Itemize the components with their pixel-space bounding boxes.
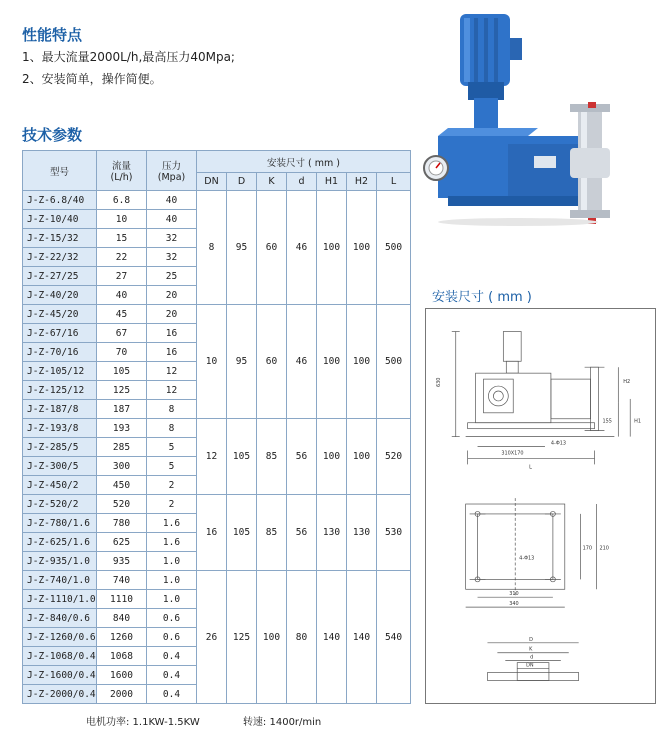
cell-pressure: 0.4 <box>147 647 197 666</box>
cell-dim-k: 60 <box>257 191 287 305</box>
cell-dim-k: 60 <box>257 305 287 419</box>
cell-model: J-Z-40/20 <box>23 286 97 305</box>
cell-pressure: 12 <box>147 381 197 400</box>
cell-pressure: 1.0 <box>147 571 197 590</box>
cell-flow: 22 <box>97 248 147 267</box>
label-holes-side: 4-Φ13 <box>550 440 567 447</box>
label-310: 310 <box>509 591 519 598</box>
cell-pressure: 0.4 <box>147 666 197 685</box>
cell-dim-d: 46 <box>287 191 317 305</box>
col-header-flow <box>97 151 147 191</box>
cell-model: J-Z-625/1.6 <box>23 533 97 552</box>
cell-dim-dn: 10 <box>197 305 227 419</box>
cell-flow: 70 <box>97 343 147 362</box>
cell-pressure: 0.4 <box>147 685 197 704</box>
cell-pressure: 20 <box>147 305 197 324</box>
cell-model: J-Z-300/5 <box>23 457 97 476</box>
cell-model: J-Z-935/1.0 <box>23 552 97 571</box>
cell-dim-h2: 100 <box>347 305 377 419</box>
col-header-dims: 安装尺寸 ( mm ) <box>197 151 411 173</box>
cell-flow: 1260 <box>97 628 147 647</box>
cell-dim-l: 530 <box>377 495 411 571</box>
cell-model: J-Z-45/20 <box>23 305 97 324</box>
cell-flow: 10 <box>97 210 147 229</box>
cell-dim-d: 125 <box>227 571 257 704</box>
cell-flow: 1068 <box>97 647 147 666</box>
table-row <box>23 571 411 590</box>
cell-pressure: 2 <box>147 495 197 514</box>
cell-model: J-Z-1068/0.4 <box>23 647 97 666</box>
flow-label: 流量 <box>111 161 131 172</box>
cell-flow: 27 <box>97 267 147 286</box>
cell-model: J-Z-520/2 <box>23 495 97 514</box>
cell-dim-d: 56 <box>287 419 317 495</box>
cell-dim-h1: 140 <box>317 571 347 704</box>
cell-pressure: 40 <box>147 191 197 210</box>
motor-speed: 转速: 1400r/min <box>242 717 322 728</box>
cell-flow: 187 <box>97 400 147 419</box>
cell-pressure: 1.0 <box>147 590 197 609</box>
cell-dim-h2: 100 <box>347 191 377 305</box>
cell-flow: 520 <box>97 495 147 514</box>
table-row <box>23 305 411 324</box>
cell-model: J-Z-450/2 <box>23 476 97 495</box>
pressure-unit: (Mpa) <box>157 172 186 183</box>
dim-header-l: L <box>377 173 411 191</box>
cell-pressure: 32 <box>147 229 197 248</box>
cell-model: J-Z-187/8 <box>23 400 97 419</box>
cell-pressure: 2 <box>147 476 197 495</box>
cell-dim-h1: 100 <box>317 191 347 305</box>
cell-dim-k: 85 <box>257 419 287 495</box>
label-DN: DN <box>526 662 534 669</box>
cell-dim-l: 520 <box>377 419 411 495</box>
cell-flow: 840 <box>97 609 147 628</box>
cell-flow: 6.8 <box>97 191 147 210</box>
cell-model: J-Z-1600/0.4 <box>23 666 97 685</box>
feature-item-1: 1、最大流量2000L/h,最高压力40Mpa; <box>22 50 235 64</box>
table-row <box>23 419 411 438</box>
cell-flow: 193 <box>97 419 147 438</box>
cell-dim-d: 95 <box>227 191 257 305</box>
cell-dim-h2: 130 <box>347 495 377 571</box>
cell-model: J-Z-780/1.6 <box>23 514 97 533</box>
cell-model: J-Z-125/12 <box>23 381 97 400</box>
cell-pressure: 40 <box>147 210 197 229</box>
label-base: 310X170 <box>501 450 524 457</box>
dim-header-d: d <box>287 173 317 191</box>
cell-pressure: 0.6 <box>147 609 197 628</box>
cell-model: J-Z-15/32 <box>23 229 97 248</box>
installation-drawing <box>425 308 656 704</box>
cell-flow: 450 <box>97 476 147 495</box>
cell-model: J-Z-740/1.0 <box>23 571 97 590</box>
dim-header-h1: H1 <box>317 173 347 191</box>
col-header-pressure <box>147 151 197 191</box>
label-L: L <box>529 464 532 471</box>
pump-photo <box>418 8 618 230</box>
cell-flow: 67 <box>97 324 147 343</box>
cell-flow: 1600 <box>97 666 147 685</box>
cell-dim-k: 85 <box>257 495 287 571</box>
cell-pressure: 8 <box>147 400 197 419</box>
cell-dim-d: 105 <box>227 419 257 495</box>
cell-dim-dn: 26 <box>197 571 227 704</box>
drawing-motor-shape <box>503 332 521 362</box>
params-title: 技术参数 <box>22 126 83 144</box>
cell-pressure: 16 <box>147 343 197 362</box>
cell-model: J-Z-285/5 <box>23 438 97 457</box>
cell-model: J-Z-27/25 <box>23 267 97 286</box>
cell-dim-dn: 12 <box>197 419 227 495</box>
flow-unit: (L/h) <box>110 172 133 183</box>
cell-dim-d: 105 <box>227 495 257 571</box>
label-D: D <box>529 636 533 643</box>
cell-model: J-Z-70/16 <box>23 343 97 362</box>
cell-dim-h1: 130 <box>317 495 347 571</box>
cell-model: J-Z-2000/0.4 <box>23 685 97 704</box>
cell-pressure: 12 <box>147 362 197 381</box>
cell-dim-d: 56 <box>287 495 317 571</box>
cell-model: J-Z-105/12 <box>23 362 97 381</box>
cell-flow: 780 <box>97 514 147 533</box>
cell-flow: 45 <box>97 305 147 324</box>
table-row <box>23 191 411 210</box>
cell-pressure: 5 <box>147 457 197 476</box>
cell-flow: 935 <box>97 552 147 571</box>
feature-item-2: 2、安装简单，操作简便。 <box>22 72 162 86</box>
cell-flow: 40 <box>97 286 147 305</box>
col-header-model: 型号 <box>23 151 97 191</box>
cell-dim-h2: 100 <box>347 419 377 495</box>
label-d: d <box>530 654 534 661</box>
cell-pressure: 5 <box>147 438 197 457</box>
label-h2: H2 <box>623 379 631 386</box>
cell-dim-l: 500 <box>377 305 411 419</box>
cell-dim-h1: 100 <box>317 305 347 419</box>
cell-model: J-Z-1260/0.6 <box>23 628 97 647</box>
cell-model: J-Z-193/8 <box>23 419 97 438</box>
cell-model: J-Z-840/0.6 <box>23 609 97 628</box>
cell-dim-dn: 8 <box>197 191 227 305</box>
label-210: 210 <box>599 545 609 552</box>
dim-header-k: K <box>257 173 287 191</box>
dim-header-h2: H2 <box>347 173 377 191</box>
cell-pressure: 8 <box>147 419 197 438</box>
cell-model: J-Z-10/40 <box>23 210 97 229</box>
cell-pressure: 20 <box>147 286 197 305</box>
cell-dim-d: 95 <box>227 305 257 419</box>
cell-dim-l: 500 <box>377 191 411 305</box>
cell-dim-h1: 100 <box>317 419 347 495</box>
cell-dim-d: 46 <box>287 305 317 419</box>
cell-flow: 300 <box>97 457 147 476</box>
cell-pressure: 25 <box>147 267 197 286</box>
cell-flow: 105 <box>97 362 147 381</box>
cell-dim-d: 80 <box>287 571 317 704</box>
cell-dim-dn: 16 <box>197 495 227 571</box>
cell-flow: 1110 <box>97 590 147 609</box>
pressure-label: 压力 <box>161 161 181 172</box>
cell-flow: 625 <box>97 533 147 552</box>
cell-model: J-Z-67/16 <box>23 324 97 343</box>
cell-dim-h2: 140 <box>347 571 377 704</box>
label-340: 340 <box>509 601 519 608</box>
cell-flow: 285 <box>97 438 147 457</box>
label-630: 630 <box>435 377 442 388</box>
cell-flow: 15 <box>97 229 147 248</box>
dim-header-d: D <box>227 173 257 191</box>
cell-model: J-Z-6.8/40 <box>23 191 97 210</box>
cell-pressure: 0.6 <box>147 628 197 647</box>
motor-power: 电机功率: 1.1KW-1.5KW <box>86 717 200 728</box>
drawing-title: 安装尺寸 ( mm ) <box>432 290 532 305</box>
label-155: 155 <box>602 418 612 425</box>
dim-header-dn: DN <box>197 173 227 191</box>
cell-model: J-Z-22/32 <box>23 248 97 267</box>
cell-dim-k: 100 <box>257 571 287 704</box>
features-title: 性能特点 <box>22 26 83 44</box>
cell-model: J-Z-1110/1.0 <box>23 590 97 609</box>
cell-pressure: 1.6 <box>147 533 197 552</box>
label-holes-plan: 4-Φ13 <box>519 555 535 562</box>
spec-table <box>22 150 411 704</box>
label-h1: H1 <box>634 418 642 425</box>
cell-flow: 740 <box>97 571 147 590</box>
table-row <box>23 495 411 514</box>
label-170: 170 <box>582 545 593 552</box>
cell-flow: 125 <box>97 381 147 400</box>
cell-flow: 2000 <box>97 685 147 704</box>
cell-dim-l: 540 <box>377 571 411 704</box>
label-K: K <box>529 646 533 653</box>
cell-pressure: 32 <box>147 248 197 267</box>
cell-pressure: 16 <box>147 324 197 343</box>
cell-pressure: 1.6 <box>147 514 197 533</box>
cell-pressure: 1.0 <box>147 552 197 571</box>
footer <box>86 713 361 728</box>
